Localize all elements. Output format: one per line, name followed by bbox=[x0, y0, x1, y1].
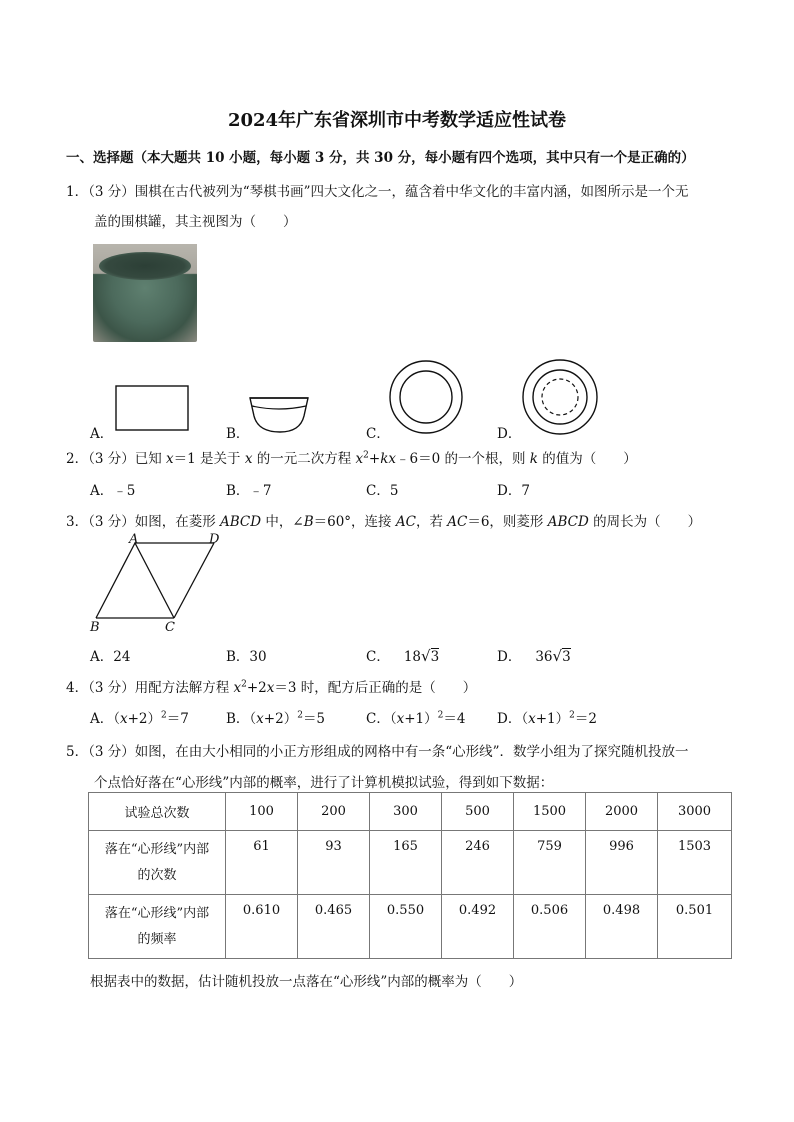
page-title: 2024年广东省深圳市中考数学适应性试卷 bbox=[227, 110, 567, 131]
table-cell: 200 bbox=[298, 793, 370, 831]
table-cell: 1503 bbox=[658, 831, 732, 895]
table-row bbox=[89, 793, 732, 831]
q5-after-text: 根据表中的数据，估计随机投放一点落在“心形线”内部的概率为（ ） bbox=[90, 974, 523, 990]
q4-option-b: B．$(x+2)^2=5$ bbox=[226, 710, 326, 727]
table-cell: 3000 bbox=[658, 793, 732, 831]
table-cell: 0.465 bbox=[298, 895, 370, 959]
option-d-dashed-circle bbox=[542, 379, 578, 415]
q3-option-b: B．30 bbox=[226, 649, 267, 665]
option-d-outer-circle bbox=[523, 360, 597, 434]
q2-stem: 2．（3 分）已知 x＝1 是关于 x 的一元二次方程 $x^2+kx﹣6=0$ 的一个根，则 k 的值为（ ） bbox=[66, 450, 637, 467]
table-cell: 0.498 bbox=[586, 895, 658, 959]
table-cell: 61 bbox=[226, 831, 298, 895]
vertex-label-c: C bbox=[165, 620, 175, 635]
table-cell: 165 bbox=[370, 831, 442, 895]
table-cell: 0.501 bbox=[658, 895, 732, 959]
q1-option-figures bbox=[0, 0, 794, 450]
table-cell: 300 bbox=[370, 793, 442, 831]
option-c-outer-circle bbox=[390, 361, 462, 433]
q3-option-a: A．24 bbox=[90, 649, 131, 665]
q1-option-d: D． bbox=[497, 426, 522, 442]
table-cell: 996 bbox=[586, 831, 658, 895]
table-cell: 759 bbox=[514, 831, 586, 895]
table-cell: 246 bbox=[442, 831, 514, 895]
table-cell: 0.550 bbox=[370, 895, 442, 959]
option-b-bowl bbox=[250, 398, 308, 432]
vertex-label-a: A bbox=[129, 532, 139, 547]
table-header-cell: 试验总次数 bbox=[89, 793, 226, 831]
q1-line1: 1．（3 分）围棋在古代被列为“琴棋书画”四大文化之一，蕴含着中华文化的丰富内涵，如图所示是一个无 bbox=[66, 184, 689, 200]
q1-line2: 盖的围棋罐，其主视图为（ ） bbox=[94, 214, 297, 230]
q4-option-d: D．$(x+1)^2=2$ bbox=[497, 710, 597, 727]
experiment-table bbox=[88, 792, 732, 959]
option-d-inner-circle bbox=[533, 370, 587, 424]
table-cell: 0.492 bbox=[442, 895, 514, 959]
q1-option-b: B． bbox=[226, 426, 250, 442]
table-cell: 93 bbox=[298, 831, 370, 895]
q5-line1: 5．（3 分）如图，在由大小相同的小正方形组成的网格中有一条“心形线”．数学小组为了探究随机投放一 bbox=[66, 744, 689, 760]
table-cell: 2000 bbox=[586, 793, 658, 831]
q3-stem: 3．（3 分）如图，在菱形 ABCD 中，∠B＝60°，连接 AC，若 AC＝6，则菱形 ABCD 的周长为（ ） bbox=[66, 514, 702, 530]
vertex-label-b: B bbox=[90, 620, 100, 635]
option-a-rectangle bbox=[116, 386, 188, 430]
q4-stem: 4．（3 分）用配方法解方程 $x^2+2x=3$ 时，配方后正确的是（ ） bbox=[66, 679, 477, 696]
vertex-label-d: D bbox=[209, 532, 220, 547]
q1-option-a: A． bbox=[90, 426, 114, 442]
q2-option-b: B．﹣7 bbox=[226, 483, 272, 499]
table-cell: 100 bbox=[226, 793, 298, 831]
table-header-cell: 落在“心形线”内部 的频率 bbox=[89, 895, 226, 959]
q4-option-c: C．$(x+1)^2=4$ bbox=[366, 710, 466, 727]
table-cell: 0.506 bbox=[514, 895, 586, 959]
table-row bbox=[89, 895, 732, 959]
q1-option-c: C． bbox=[366, 426, 390, 442]
table-cell: 1500 bbox=[514, 793, 586, 831]
q5-line2: 个点恰好落在“心形线”内部的概率，进行了计算机模拟试验，得到如下数据： bbox=[94, 775, 554, 791]
q2-option-c: C．5 bbox=[366, 483, 399, 499]
table-cell: 500 bbox=[442, 793, 514, 831]
q3-option-d: D． 36√3 bbox=[497, 647, 571, 665]
option-c-inner-circle bbox=[400, 371, 452, 423]
q3-option-c: C． 18√3 bbox=[366, 647, 440, 665]
table-cell: 0.610 bbox=[226, 895, 298, 959]
q2-option-a: A．﹣5 bbox=[90, 483, 136, 499]
table-header-cell: 落在“心形线”内部 的次数 bbox=[89, 831, 226, 895]
q2-option-d: D．7 bbox=[497, 483, 530, 499]
section-header: 一、选择题（本大题共 10 小题，每小题 3 分，共 30 分，每小题有四个选项，其中只有一个是正确的） bbox=[66, 150, 695, 166]
table-row bbox=[89, 831, 732, 895]
q4-option-a: A．$(x+2)^2=7$ bbox=[90, 710, 189, 727]
